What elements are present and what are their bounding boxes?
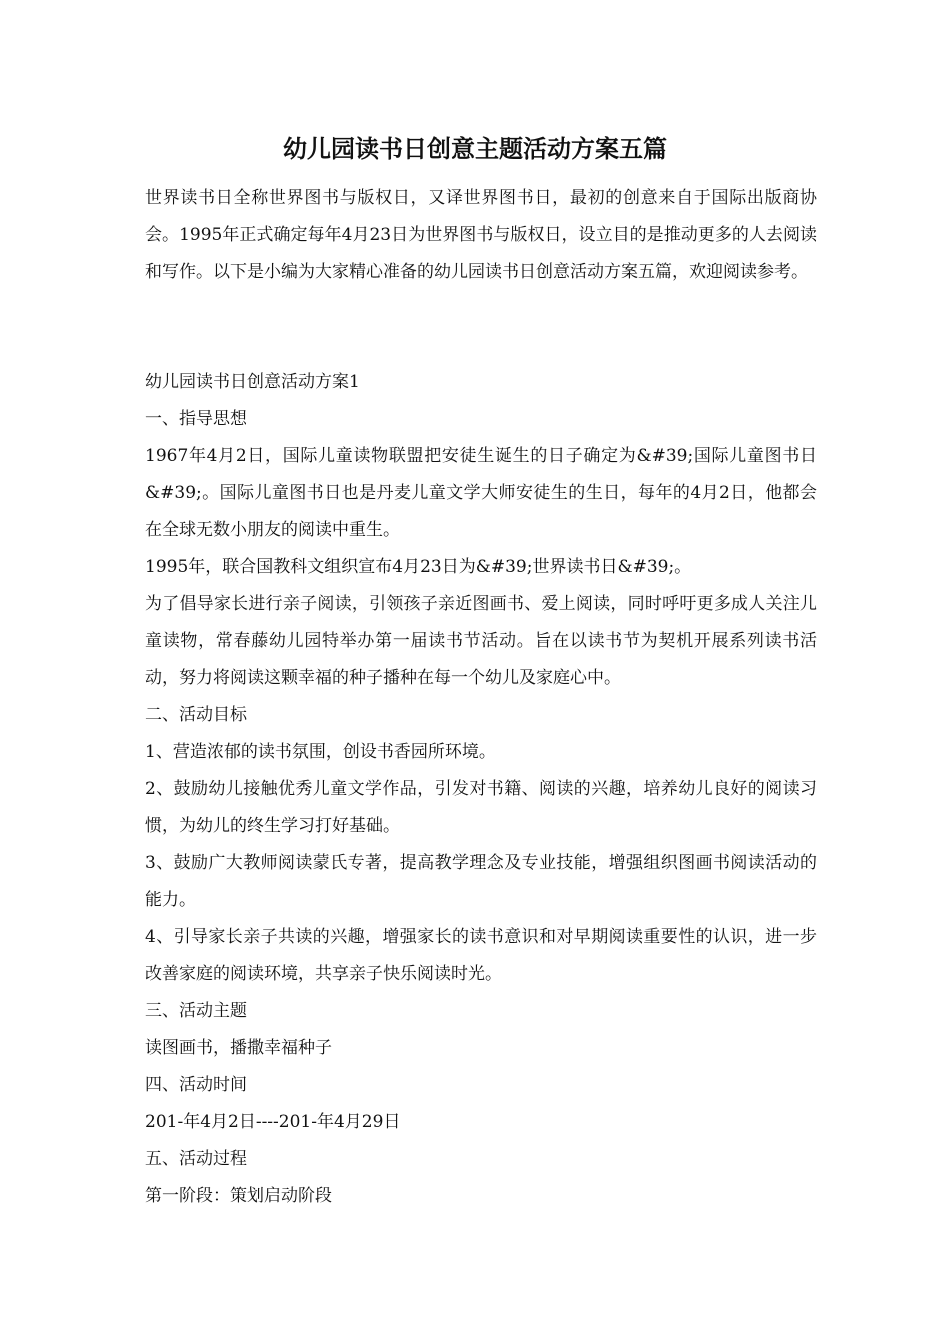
body-paragraph: 为了倡导家长进行亲子阅读，引领孩子亲近图画书、爱上阅读，同时呼吁更多成人关注儿童读物，常春藤幼儿园特举办第一届读书节活动。旨在以读书节为契机开展系列读书活动，努力将阅读这颗幸福的种子播种在每一个幼儿及家庭心中。: [145, 594, 817, 688]
section-heading-time: 四、活动时间: [145, 1075, 247, 1095]
section-heading-goals: 二、活动目标: [145, 705, 247, 725]
body-paragraph: 读图画书，播撒幸福种子: [145, 1038, 332, 1058]
body-paragraph: 第一阶段：策划启动阶段: [145, 1186, 332, 1206]
intro-paragraph: 世界读书日全称世界图书与版权日，又译世界图书日，最初的创意来自于国际出版商协会。1995年正式确定每年4月23日为世界图书与版权日，设立目的是推动更多的人去阅读和写作。以下是小编为大家精心准备的幼儿园读书日创意活动方案五篇，欢迎阅读参考。: [145, 188, 817, 282]
document-body: [145, 364, 817, 1215]
body-paragraph: 1967年4月2日，国际儿童读物联盟把安徒生诞生的日子确定为&#39;国际儿童图书日&#39;。国际儿童图书日也是丹麦儿童文学大师安徒生的生日，每年的4月2日，他都会在全球无数小朋友的阅读中重生。: [145, 446, 817, 540]
list-item: 2、鼓励幼儿接触优秀儿童文学作品，引发对书籍、阅读的兴趣，培养幼儿良好的阅读习惯，为幼儿的终生学习打好基础。: [145, 779, 817, 836]
document-title: 幼儿园读书日创意主题活动方案五篇: [283, 134, 667, 163]
section-heading-guiding-idea: 一、指导思想: [145, 409, 247, 429]
list-item: 1、营造浓郁的读书氛围，创设书香园所环境。: [145, 742, 496, 762]
intro-section: [145, 180, 817, 291]
section-heading-plan-1: 幼儿园读书日创意活动方案1: [145, 372, 360, 392]
section-heading-theme: 三、活动主题: [145, 1001, 247, 1021]
list-item: 3、鼓励广大教师阅读蒙氏专著，提高教学理念及专业技能，增强组织图画书阅读活动的能力。: [145, 853, 817, 910]
list-item: 4、引导家长亲子共读的兴趣，增强家长的读书意识和对早期阅读重要性的认识，进一步改善家庭的阅读环境，共享亲子快乐阅读时光。: [145, 927, 817, 984]
section-heading-process: 五、活动过程: [145, 1149, 247, 1169]
body-paragraph: 1995年，联合国教科文组织宣布4月23日为&#39;世界读书日&#39;。: [145, 557, 692, 577]
body-paragraph: 201-年4月2日----201-年4月29日: [145, 1112, 401, 1132]
